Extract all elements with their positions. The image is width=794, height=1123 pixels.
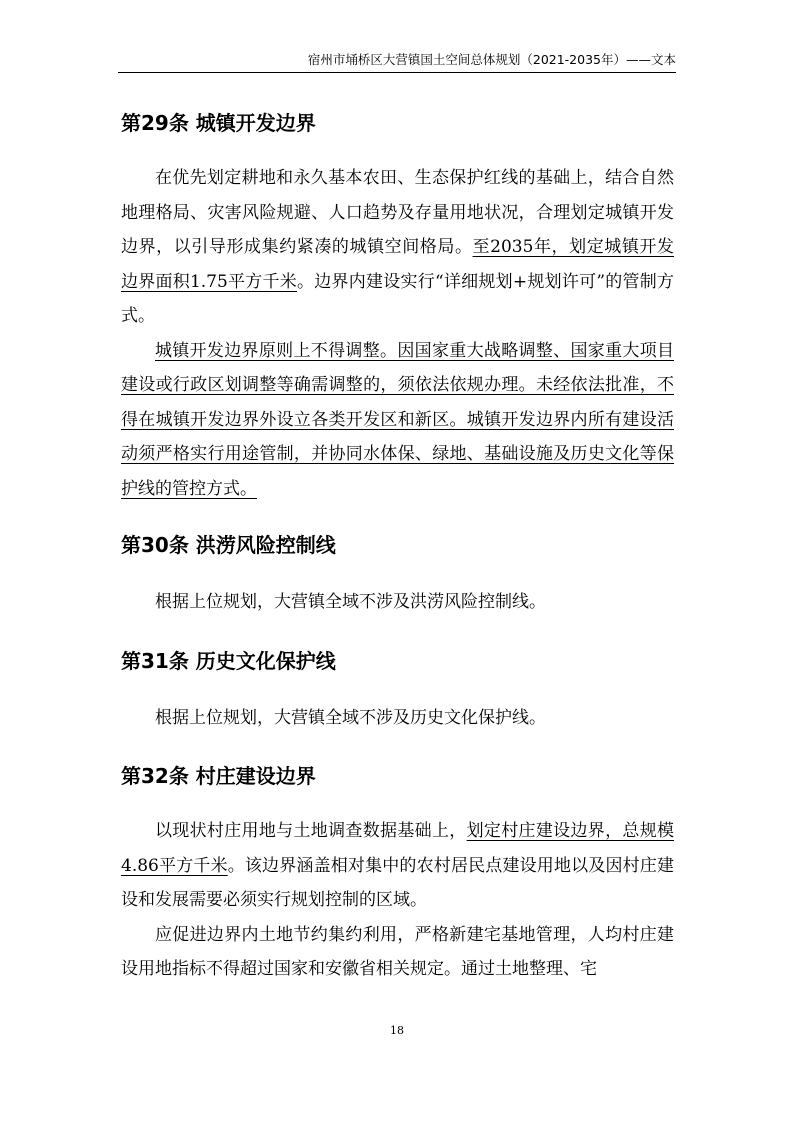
section-29-body — [121, 148, 674, 520]
running-header — [118, 50, 676, 73]
page-number: 18 — [390, 1024, 404, 1037]
s29-p1-text-b: 。边界内建设实行“详细规划+规划许可”的管制方式。 — [121, 271, 674, 326]
section-32-heading: 第32条 村庄建设边界 — [121, 764, 316, 788]
section-30-heading: 第30条 洪涝风险控制线 — [121, 533, 336, 557]
section-31-heading: 第31条 历史文化保护线 — [121, 648, 336, 673]
section-31-paragraph-1: 根据上位规划，大营镇全域不涉及历史文化保护线。 — [155, 707, 546, 728]
document-body — [121, 98, 674, 1001]
section-29-heading: 第29条 城镇开发边界 — [121, 111, 316, 135]
section-29-paragraph-1 — [121, 161, 674, 334]
s29-p1-text-a: 在优先划定耕地和永久基本农田、生态保护红线的基础上，结合自然地理格局、灾害风险规避、人口趋势及存量用地状况，合理划定城镇开发边界，以引导形成集约紧凑的城镇空间格局。 — [121, 168, 674, 257]
section-30-paragraph-1: 根据上位规划，大营镇全域不涉及洪涝风险控制线。 — [155, 592, 546, 612]
section-32-body — [121, 801, 674, 1001]
section-32-paragraph-1 — [121, 814, 674, 918]
section-31-body — [121, 686, 674, 752]
s32-p1-underlined-text: 划定村庄建设边界，总规模4.86平方千米 — [121, 821, 675, 876]
s32-p1-text-b: 。该边界涵盖相对集中的农村居民点建设用地以及因村庄建设和发展需要必须实行规划控制的区域。 — [121, 855, 675, 910]
s32-p1-text-a: 以现状村庄用地与土地调查数据基础上， — [155, 821, 467, 841]
section-32-paragraph-2: 应促进边界内土地节约集约利用，严格新建宅基地管理，人均村庄建设用地指标不得超过国家和安徽省相关规定。通过土地整理、宅 — [121, 924, 674, 979]
section-30-body — [121, 570, 674, 636]
s29-p1-underlined-text: 至2035年，划定城镇开发边界面积1.75平方千米 — [121, 237, 675, 292]
header-title: 宿州市埇桥区大营镇国土空间总体规划（2021-2035年）——文本 — [307, 52, 676, 67]
s29-p2-underlined-text: 城镇开发边界原则上不得调整。因国家重大战略调整、国家重大项目建设或行政区划调整等确需调整的，须依法依规办理。未经依法批准，不得在城镇开发边界外设立各类开发区和新区。城镇开发边界内所有建设活动须严格实行用途管制，并协同水体保、绿地、基础设施及历史文化等保护线的管控方式。 — [121, 340, 674, 499]
section-29-paragraph-2 — [121, 334, 674, 507]
